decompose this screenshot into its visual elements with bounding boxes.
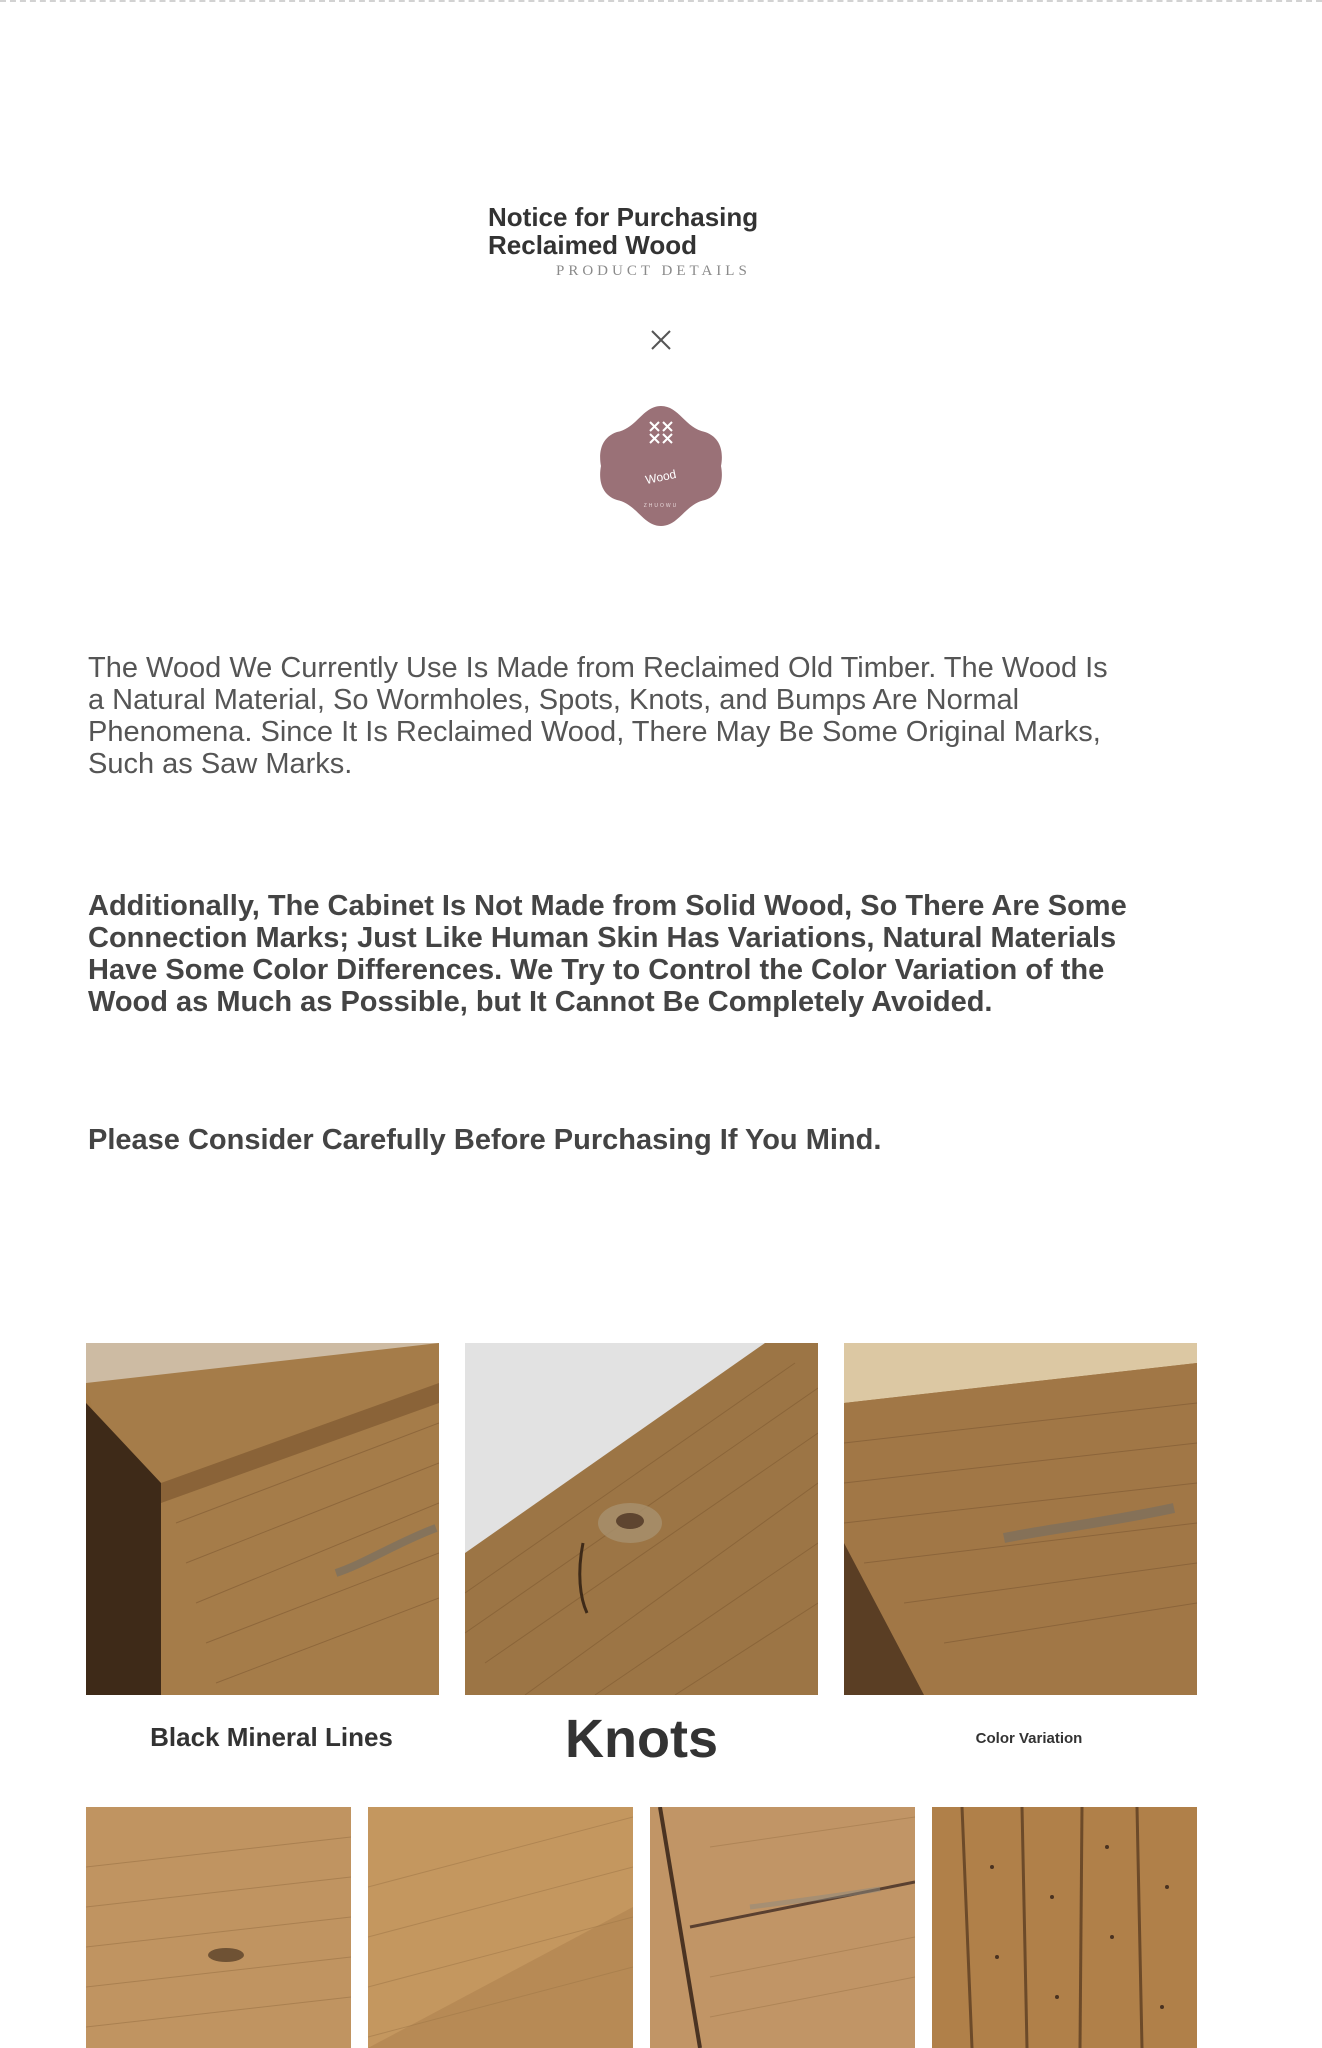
- wood-photo-color-variation: [844, 1343, 1197, 1695]
- brand-logo: [597, 402, 725, 530]
- wood-photo-black-mineral-lines: [86, 1343, 439, 1695]
- wood-detail-photo: [368, 1807, 633, 2048]
- logo-small-text: ZHUOWU: [643, 503, 679, 509]
- page-subtitle: PRODUCT DETAILS: [556, 263, 751, 279]
- top-dashed-divider: [0, 0, 1322, 2]
- wood-photo-knots: [465, 1343, 818, 1695]
- caption-color-variation: Color Variation: [975, 1730, 1083, 1747]
- color-variation-paragraph: Additionally, The Cabinet Is Not Made from Solid Wood, So There Are Some Connection Marks; Just Like Human Skin Has Variations, Natural Materials Have Some Color Differences. We Try to Control the Color Variation of the Wood as Much as Possible, but It Cannot Be Completely Avoided.: [88, 890, 1127, 1018]
- caption-black-mineral-lines: Black Mineral Lines: [150, 1722, 393, 1752]
- logo-text: Wood: [644, 466, 678, 488]
- consider-carefully-paragraph: Please Consider Carefully Before Purchasing If You Mind.: [88, 1124, 882, 1156]
- reclaimed-wood-paragraph: The Wood We Currently Use Is Made from Reclaimed Old Timber. The Wood Is a Natural Material, So Wormholes, Spots, Knots, and Bumps Are Normal Phenomena. Since It Is Reclaimed Wood, There May Be Some Original Marks, Such as Saw Marks.: [88, 652, 1108, 780]
- caption-knots: Knots: [565, 1709, 718, 1769]
- wood-detail-photo: [932, 1807, 1197, 2048]
- wood-detail-photo: [86, 1807, 351, 2048]
- close-icon[interactable]: [649, 328, 673, 352]
- wood-detail-photo: [650, 1807, 915, 2048]
- page-title: Notice for Purchasing Reclaimed Wood: [488, 202, 759, 260]
